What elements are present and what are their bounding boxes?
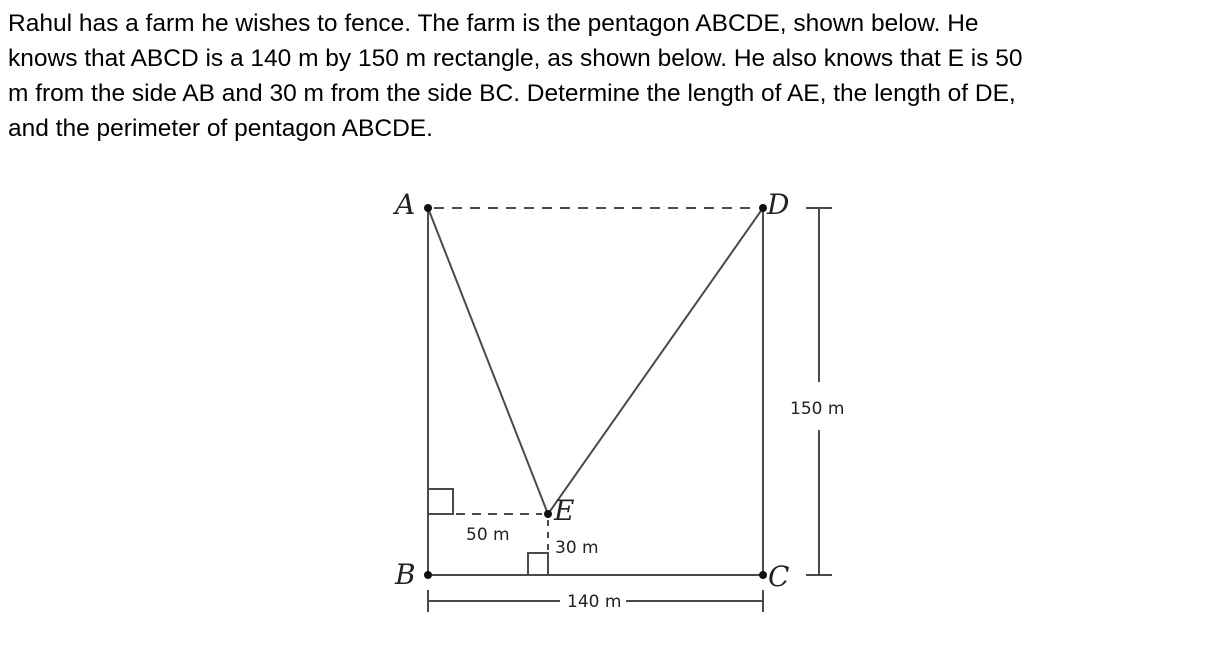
problem-line: knows that ABCD is a 140 m by 150 m rectangle, as shown below. He also knows that E is 50 bbox=[8, 45, 1023, 72]
point-b-dot bbox=[424, 571, 432, 579]
point-a-dot bbox=[424, 204, 432, 212]
e-to-bc-distance-label: 30 m bbox=[555, 538, 599, 558]
e-to-ab-distance-label: 50 m bbox=[466, 525, 510, 545]
point-b-label: B bbox=[395, 558, 416, 591]
right-angle-marker-ab bbox=[428, 489, 453, 514]
point-c-label: C bbox=[768, 560, 790, 593]
right-angle-marker-bc bbox=[528, 553, 548, 575]
point-a-label: A bbox=[395, 188, 416, 221]
width-dimension-label: 140 m bbox=[567, 592, 622, 612]
point-c-dot bbox=[759, 571, 767, 579]
point-d-label: D bbox=[767, 188, 790, 221]
problem-line: m from the side AB and 30 m from the side BC. Determine the length of AE, the length of DE, bbox=[8, 80, 1016, 107]
segment-ed bbox=[548, 208, 763, 514]
point-e-dot bbox=[544, 510, 552, 518]
problem-line: and the perimeter of pentagon ABCDE. bbox=[8, 115, 433, 142]
height-dimension-label: 150 m bbox=[790, 399, 845, 419]
point-e-label: E bbox=[554, 494, 575, 527]
problem-line: Rahul has a farm he wishes to fence. The farm is the pentagon ABCDE, shown below. He bbox=[8, 10, 979, 37]
segment-ae bbox=[428, 208, 548, 514]
point-d-dot bbox=[759, 204, 767, 212]
